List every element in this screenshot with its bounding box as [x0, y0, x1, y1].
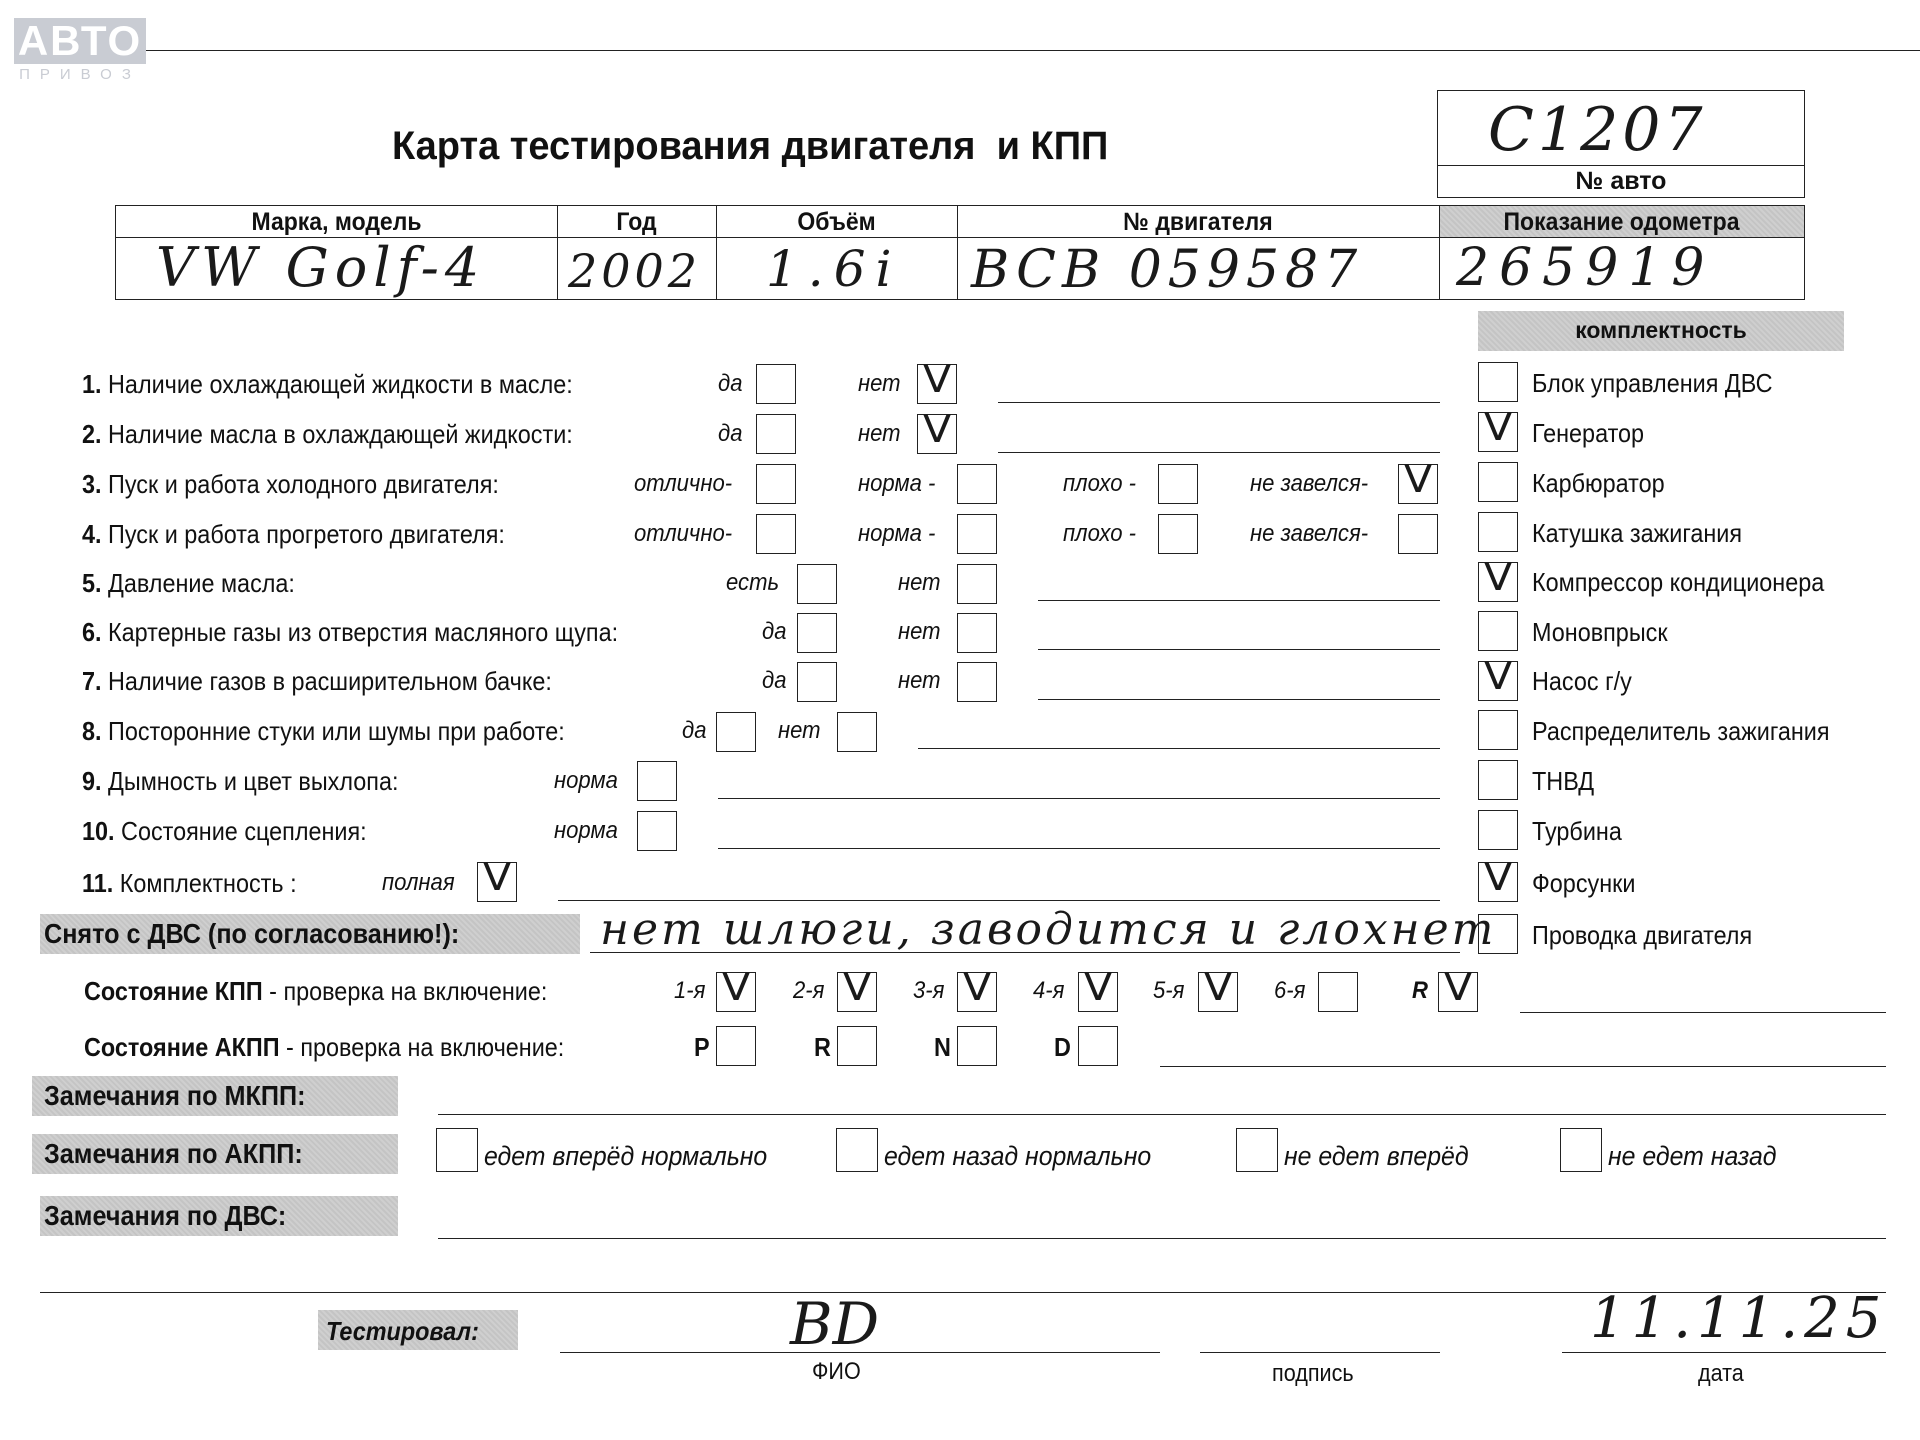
- gear-4-checkbox[interactable]: V: [1078, 972, 1118, 1012]
- caption-signature: подпись: [1272, 1360, 1354, 1387]
- gear-r-label: R: [1412, 977, 1428, 1004]
- q1-opt-da: да: [718, 370, 743, 397]
- kit-label-ecu: Блок управления ДВС: [1532, 368, 1773, 398]
- date-value: 11.11.25: [1590, 1286, 1888, 1351]
- q6-opt-no: нет: [898, 618, 941, 645]
- car-number-box: [1437, 90, 1805, 198]
- col-engine-number: № двигателя: [1123, 208, 1273, 236]
- q8-yes-checkbox[interactable]: [716, 712, 756, 752]
- remarks-mkpp-label: Замечания по МКПП:: [44, 1080, 306, 1111]
- q2-da-checkbox[interactable]: [756, 414, 796, 454]
- q8-opt-yes: да: [682, 717, 707, 744]
- akpp-p-label: P: [694, 1032, 710, 1062]
- akpp-no-forward-checkbox[interactable]: [1236, 1128, 1278, 1172]
- q7-opt-yes: да: [762, 667, 787, 694]
- gear-3-checkbox[interactable]: V: [957, 972, 997, 1012]
- q11: 11. Комплектность :: [82, 868, 297, 898]
- gear-5-checkbox[interactable]: V: [1198, 972, 1238, 1012]
- kit-header: комплектность: [1575, 317, 1747, 343]
- kit-label-ps-pump: Насос г/у: [1532, 666, 1632, 696]
- akpp-forward-ok-checkbox[interactable]: [436, 1128, 478, 1172]
- q4-opt-bad: плохо -: [1063, 520, 1136, 547]
- gear-r-checkbox[interactable]: V: [1438, 972, 1478, 1012]
- q4-opt-normal: норма -: [858, 520, 936, 547]
- q7-opt-no: нет: [898, 667, 941, 694]
- kit-checkbox-ecu[interactable]: [1478, 362, 1518, 402]
- kit-label-generator: Генератор: [1532, 418, 1645, 448]
- akpp-d-checkbox[interactable]: [1078, 1026, 1118, 1066]
- top-rule: [146, 50, 1920, 51]
- q4-bad-checkbox[interactable]: [1158, 514, 1198, 554]
- q3-nostart-checkbox[interactable]: V: [1398, 464, 1438, 504]
- q1-opt-net: нет: [858, 370, 901, 397]
- q6-yes-checkbox[interactable]: [797, 613, 837, 653]
- gear-1-label: 1-я: [674, 977, 706, 1004]
- akpp-no-reverse-label: не едет назад: [1608, 1141, 1777, 1171]
- tested-label: Тестировал:: [326, 1316, 479, 1346]
- kit-checkbox-generator[interactable]: V: [1478, 412, 1518, 452]
- remarks-dvs-label: Замечания по ДВС:: [44, 1200, 287, 1231]
- removed-label: Снято с ДВС (по согласованию!):: [44, 918, 460, 949]
- q2: 2. Наличие масла в охлаждающей жидкости:: [82, 419, 573, 449]
- q5-yes-checkbox[interactable]: [797, 564, 837, 604]
- logo: [14, 17, 146, 83]
- q2-opt-net: нет: [858, 420, 901, 447]
- kit-checkbox-mono-injection[interactable]: [1478, 611, 1518, 651]
- q8-no-checkbox[interactable]: [837, 712, 877, 752]
- kit-checkbox-injection-pump[interactable]: [1478, 760, 1518, 800]
- akpp-r-checkbox[interactable]: [837, 1026, 877, 1066]
- q5-no-checkbox[interactable]: [957, 564, 997, 604]
- q7: 7. Наличие газов в расширительном бачке:: [82, 666, 552, 696]
- gear-6-label: 6-я: [1274, 977, 1306, 1004]
- q5-opt-yes: есть: [726, 569, 780, 596]
- kit-label-injection-pump: ТНВД: [1532, 766, 1595, 796]
- car-number-label: № авто: [1575, 167, 1667, 195]
- value-year: 2002: [568, 244, 702, 298]
- col-odometer: Показание одометра: [1503, 208, 1740, 236]
- q9-opt-normal: норма: [554, 767, 618, 794]
- kit-checkbox-ac-compressor[interactable]: V: [1478, 562, 1518, 602]
- akpp-n-checkbox[interactable]: [957, 1026, 997, 1066]
- gear-6-checkbox[interactable]: [1318, 972, 1358, 1012]
- kit-checkbox-ignition-coil[interactable]: [1478, 512, 1518, 552]
- kit-label-distributor: Распределитель зажигания: [1532, 716, 1830, 746]
- header-table: [115, 205, 1805, 300]
- q3-opt-bad: плохо -: [1063, 470, 1136, 497]
- q10-normal-checkbox[interactable]: [637, 811, 677, 851]
- gear-2-label: 2-я: [793, 977, 825, 1004]
- col-brand-model: Марка, модель: [251, 208, 422, 236]
- q4: 4. Пуск и работа прогретого двигателя:: [82, 519, 505, 549]
- akpp-reverse-ok-checkbox[interactable]: [836, 1128, 878, 1172]
- akpp-no-reverse-checkbox[interactable]: [1560, 1128, 1602, 1172]
- gear-2-checkbox[interactable]: V: [837, 972, 877, 1012]
- caption-fio: ФИО: [812, 1358, 861, 1385]
- q11-full-checkbox[interactable]: V: [477, 862, 517, 902]
- value-volume: 1.6i: [766, 240, 902, 298]
- q9: 9. Дымность и цвет выхлопа:: [82, 766, 399, 796]
- akpp-n-label: N: [934, 1032, 951, 1062]
- q5: 5. Давление масла:: [82, 568, 295, 598]
- q7-yes-checkbox[interactable]: [797, 662, 837, 702]
- kit-label-injectors: Форсунки: [1532, 868, 1636, 898]
- q6: 6. Картерные газы из отверстия масляного щупа:: [82, 617, 619, 647]
- logo-main: АВТО: [14, 18, 146, 64]
- gear-1-checkbox[interactable]: V: [716, 972, 756, 1012]
- q6-no-checkbox[interactable]: [957, 613, 997, 653]
- q3-excellent-checkbox[interactable]: [756, 464, 796, 504]
- kit-checkbox-distributor[interactable]: [1478, 710, 1518, 750]
- q4-opt-excellent: отлично-: [634, 520, 733, 547]
- q9-normal-checkbox[interactable]: [637, 761, 677, 801]
- remarks-akpp-label: Замечания по АКПП:: [44, 1138, 303, 1169]
- q4-nostart-checkbox[interactable]: [1398, 514, 1438, 554]
- q10: 10. Состояние сцепления:: [82, 816, 367, 846]
- gear-4-label: 4-я: [1033, 977, 1065, 1004]
- kit-checkbox-ps-pump[interactable]: V: [1478, 661, 1518, 701]
- q3-bad-checkbox[interactable]: [1158, 464, 1198, 504]
- q1: 1. Наличие охлаждающей жидкости в масле:: [82, 369, 573, 399]
- q8-opt-no: нет: [778, 717, 821, 744]
- q4-opt-nostart: не завелся-: [1250, 520, 1369, 547]
- q10-opt-normal: норма: [554, 817, 618, 844]
- q5-opt-no: нет: [898, 569, 941, 596]
- akpp-reverse-ok-label: едет назад нормально: [884, 1141, 1152, 1171]
- q2-opt-da: да: [718, 420, 743, 447]
- car-number-value: C1207: [1488, 95, 1707, 165]
- kit-checkbox-carburetor[interactable]: [1478, 462, 1518, 502]
- q11-opt-full: полная: [382, 869, 455, 896]
- mkpp-label: Состояние КПП - проверка на включение:: [84, 976, 548, 1006]
- col-year: Год: [616, 208, 657, 236]
- q3-opt-normal: норма -: [858, 470, 936, 497]
- akpp-forward-ok-label: едет вперёд нормально: [484, 1141, 768, 1171]
- q6-opt-yes: да: [762, 618, 787, 645]
- kit-label-mono-injection: Моновпрыск: [1532, 617, 1668, 647]
- q3-opt-nostart: не завелся-: [1250, 470, 1369, 497]
- akpp-no-forward-label: не едет вперёд: [1284, 1141, 1469, 1171]
- kit-checkbox-turbo[interactable]: [1478, 810, 1518, 850]
- removed-note: нет шлюги, заводится и глохнет: [600, 904, 1497, 955]
- q2-net-checkbox[interactable]: V: [917, 414, 957, 454]
- gear-3-label: 3-я: [913, 977, 945, 1004]
- caption-date: дата: [1698, 1360, 1744, 1387]
- kit-checkbox-injectors[interactable]: V: [1478, 862, 1518, 902]
- akpp-label: Состояние АКПП - проверка на включение:: [84, 1032, 565, 1062]
- value-odometer: 265919: [1456, 238, 1715, 298]
- q3-opt-excellent: отлично-: [634, 470, 733, 497]
- kit-label-turbo: Турбина: [1532, 816, 1622, 846]
- value-brand-model: VW Golf-4: [156, 236, 486, 299]
- q4-normal-checkbox[interactable]: [957, 514, 997, 554]
- q4-excellent-checkbox[interactable]: [756, 514, 796, 554]
- q1-da-checkbox[interactable]: [756, 364, 796, 404]
- gear-5-label: 5-я: [1153, 977, 1185, 1004]
- kit-label-ac-compressor: Компрессор кондиционера: [1532, 567, 1825, 597]
- akpp-r-label: R: [814, 1032, 831, 1062]
- kit-label-wiring: Проводка двигателя: [1532, 920, 1753, 950]
- tested-by-value: BD: [790, 1290, 880, 1358]
- kit-label-ignition-coil: Катушка зажигания: [1532, 518, 1743, 548]
- akpp-p-checkbox[interactable]: [716, 1026, 756, 1066]
- value-engine-number: BCB 059587: [971, 240, 1364, 300]
- q3-normal-checkbox[interactable]: [957, 464, 997, 504]
- col-volume: Объём: [797, 208, 876, 236]
- kit-label-carburetor: Карбюратор: [1532, 468, 1665, 498]
- q8: 8. Посторонние стуки или шумы при работе:: [82, 716, 565, 746]
- akpp-d-label: D: [1054, 1032, 1071, 1062]
- q1-net-checkbox[interactable]: V: [917, 364, 957, 404]
- q3: 3. Пуск и работа холодного двигателя:: [82, 469, 499, 499]
- logo-sub: ПРИВОЗ: [19, 66, 141, 83]
- page-title: Карта тестирования двигателя и КПП: [392, 124, 1109, 168]
- q7-no-checkbox[interactable]: [957, 662, 997, 702]
